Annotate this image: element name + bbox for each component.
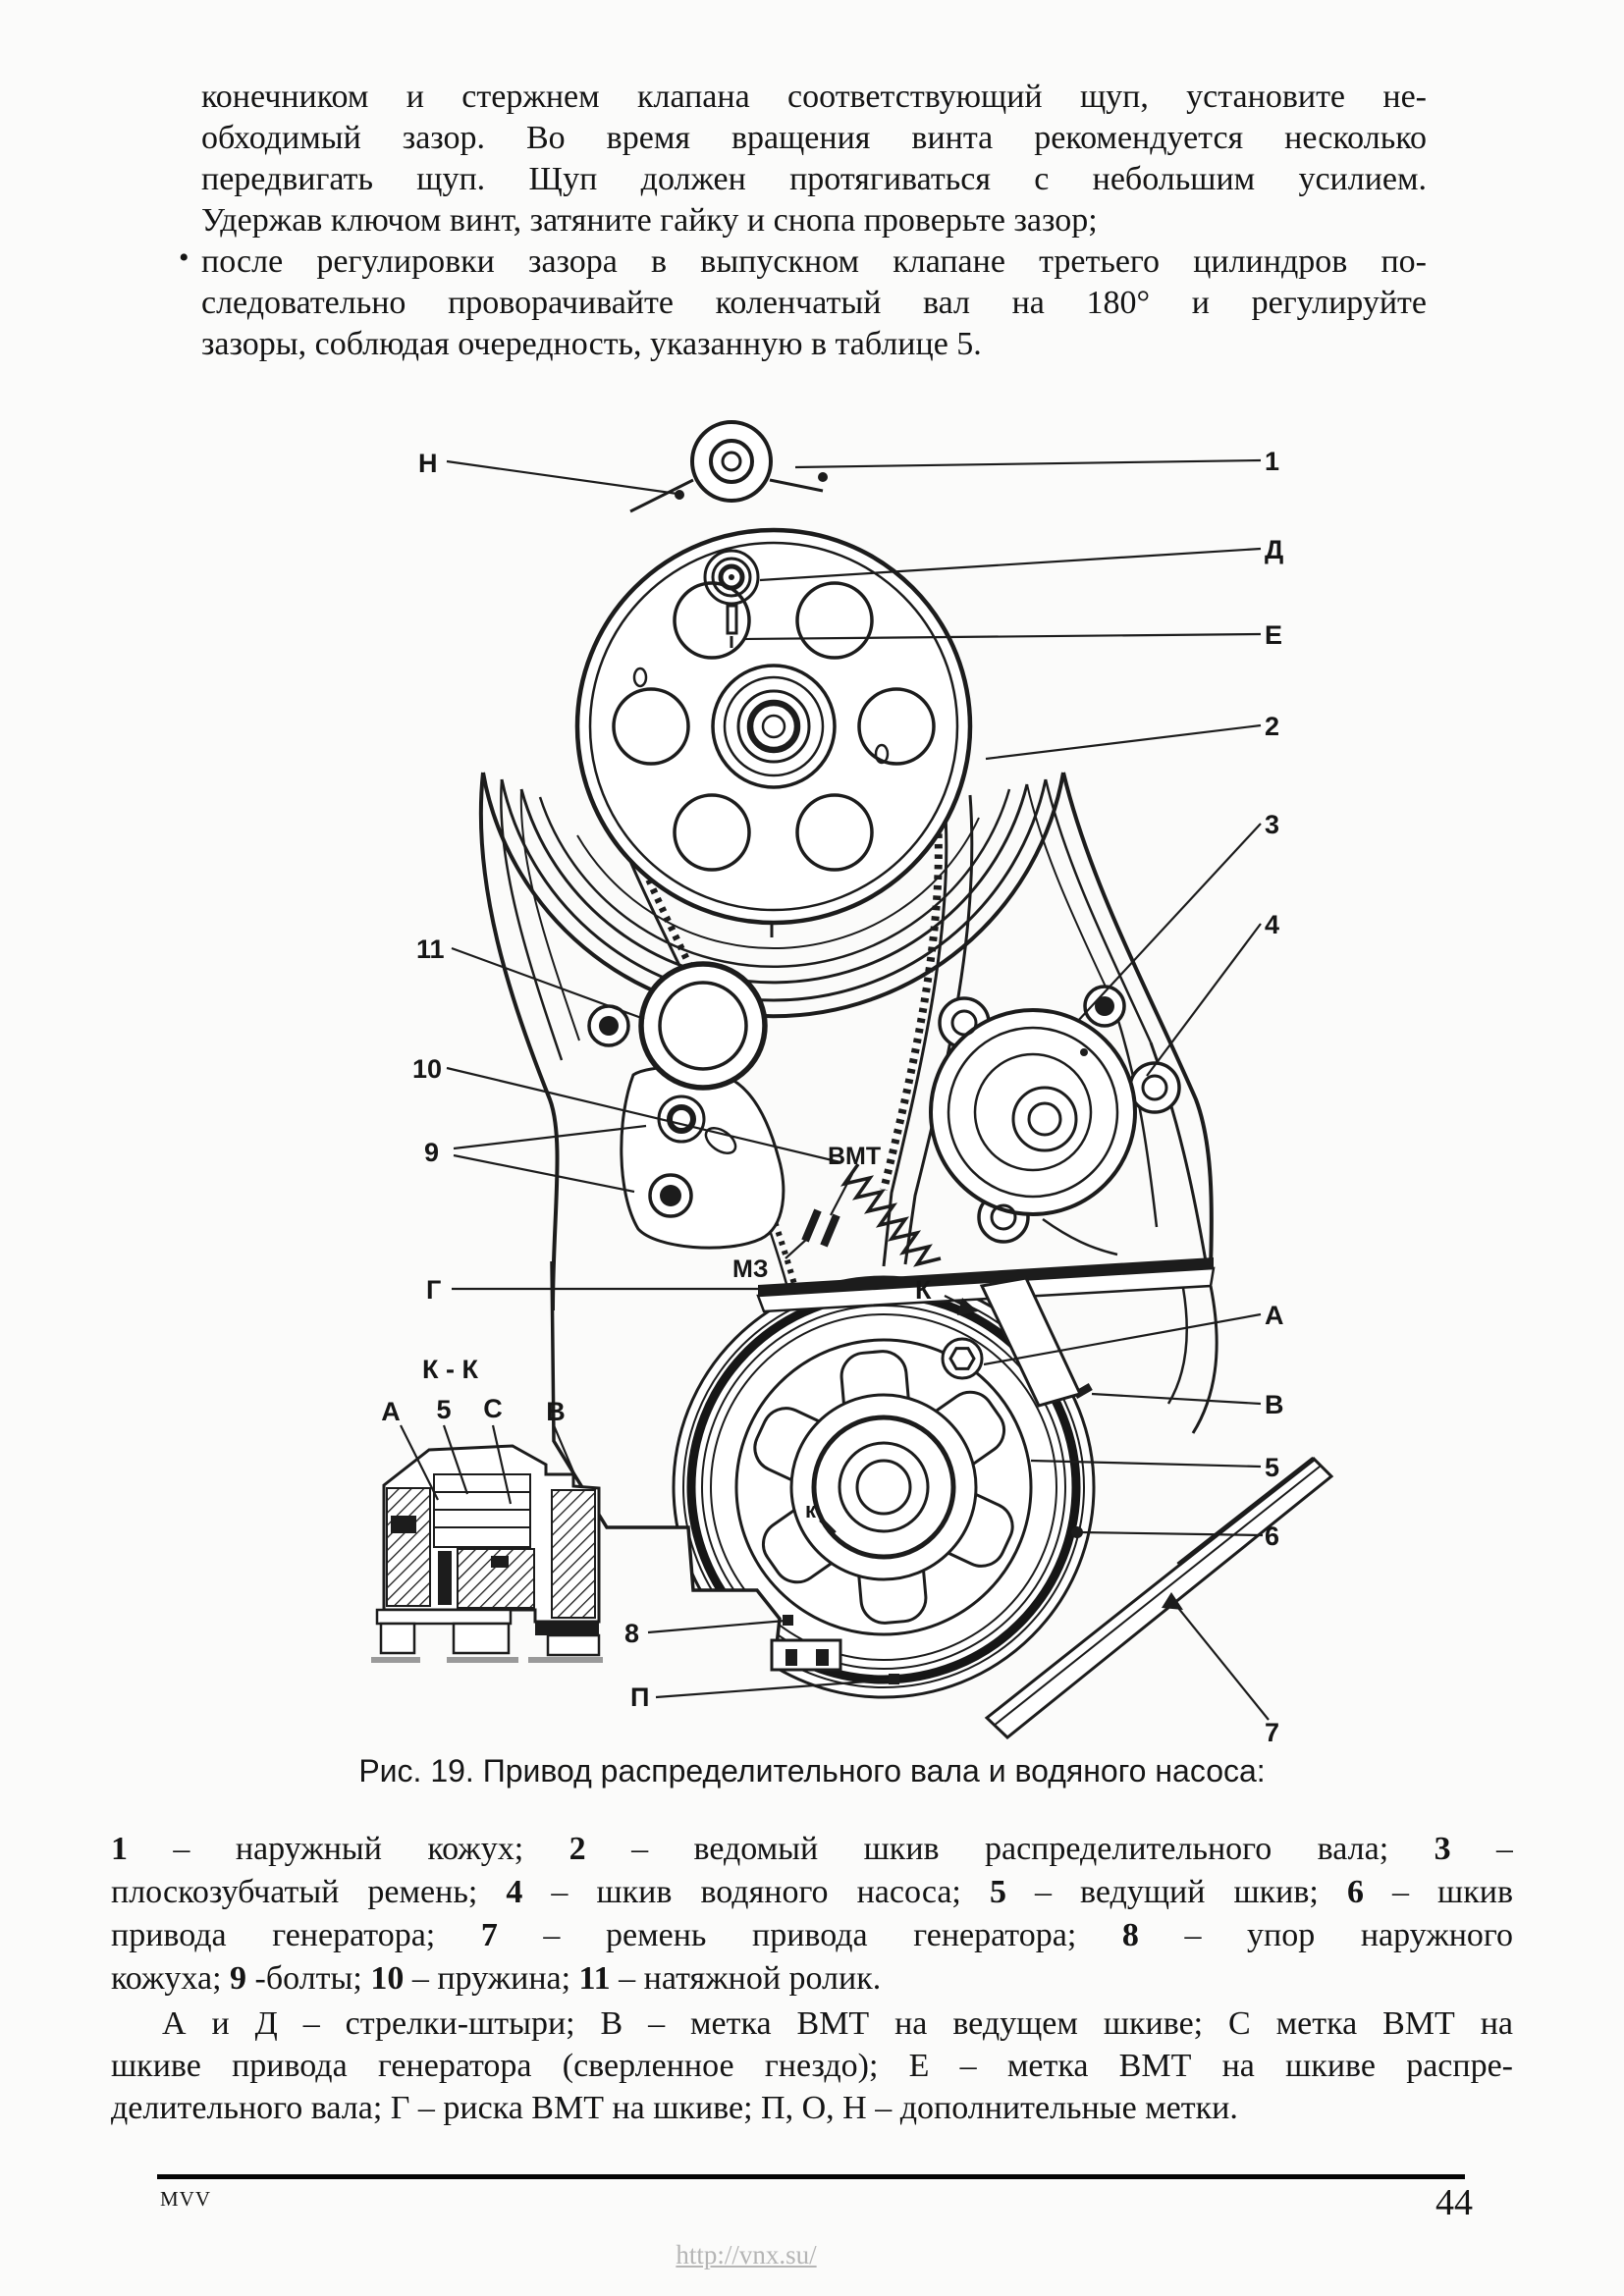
paragraph-line: Удержав ключом винт, затяните гайку и снопа проверьте зазор; — [201, 202, 1098, 239]
mz-mark — [805, 1210, 837, 1246]
footer-rule — [157, 2174, 1465, 2179]
label-2: 2 — [1265, 712, 1280, 741]
notes-line: шкиве привода генератора (сверленное гнездо); Е – метка ВМТ на шкиве распре- — [111, 2048, 1513, 2084]
paragraph-line: конечником и стержнем клапана соответствующий щуп, установите не- — [201, 79, 1427, 115]
label-a: А — [1265, 1301, 1284, 1330]
figure-notes — [111, 2002, 1513, 2129]
label-section-a: А — [381, 1397, 401, 1426]
label-8: 8 — [624, 1619, 640, 1648]
label-h: Н — [418, 449, 438, 478]
paragraph-line: обходимый зазор. Во время вращения винта рекомендуется несколько — [201, 120, 1427, 156]
label-e: Е — [1265, 620, 1283, 650]
legend-line: плоскозубчатый ремень; 4 – шкив водяного насоса; 5 – ведущий шкив; 6 – шкив — [111, 1874, 1513, 1910]
label-g: Г — [426, 1275, 442, 1305]
label-section-5: 5 — [436, 1395, 452, 1424]
label-k: К — [915, 1275, 932, 1305]
kk-section — [371, 1446, 603, 1660]
label-9: 9 — [424, 1138, 440, 1167]
spring — [844, 1164, 941, 1264]
legend-line: привода генератора; 7 – ремень привода генератора; 8 – упор наружного — [111, 1917, 1513, 1953]
list-bullet: • — [179, 241, 189, 274]
paragraph-line: передвигать щуп. Щуп должен протягиваться с небольшим усилием. — [201, 161, 1427, 197]
label-10: 10 — [412, 1054, 443, 1084]
label-k-small: к — [805, 1498, 817, 1522]
label-mz: МЗ — [732, 1255, 769, 1283]
label-vmt: ВМТ — [828, 1143, 882, 1170]
label-7: 7 — [1265, 1718, 1280, 1747]
tensioner — [622, 964, 784, 1248]
label-d: Д — [1265, 535, 1284, 564]
list-item-line: следовательно проворачивайте коленчатый вал на 180° и регулируйте — [201, 285, 1427, 321]
figure-legend — [111, 1828, 1513, 2001]
list-item-line: зазоры, соблюдая очередность, указанную в таблице 5. — [201, 326, 982, 362]
legend-line: 1 – наружный кожух; 2 – ведомый шкив распределительного вала; 3 – — [111, 1831, 1513, 1867]
label-1: 1 — [1265, 447, 1280, 476]
notes-line: А и Д – стрелки-штыри; В – метка ВМТ на ведущем шкиве; С метка ВМТ на — [162, 2005, 1513, 2042]
figure-caption: Рис. 19. Привод распределительного вала и водяного насоса: — [358, 1753, 1266, 1789]
label-b: В — [1265, 1390, 1284, 1419]
label-5: 5 — [1265, 1453, 1280, 1482]
label-section-b: В — [546, 1397, 566, 1426]
label-6: 6 — [1265, 1522, 1280, 1551]
label-kk: К - К — [422, 1355, 478, 1384]
label-11: 11 — [416, 934, 445, 964]
notes-line: делительного вала; Г – риска ВМТ на шкиве; П, О, Н – дополнительные метки. — [111, 2090, 1238, 2126]
page-number: 44 — [1435, 2182, 1473, 2223]
label-p: П — [630, 1682, 650, 1712]
list-item-line: после регулировки зазора в выпускном клапане третьего цилиндров по- — [201, 243, 1427, 280]
watermark-url: http://vnx.su/ — [676, 2240, 817, 2269]
label-4: 4 — [1265, 910, 1280, 939]
footer-left-text: MVV — [160, 2187, 212, 2211]
label-section-c: С — [483, 1394, 503, 1423]
label-3: 3 — [1265, 810, 1280, 839]
legend-line: кожуха; 9 -болты; 10 – пружина; 11 – натяжной ролик. — [111, 1960, 882, 1997]
